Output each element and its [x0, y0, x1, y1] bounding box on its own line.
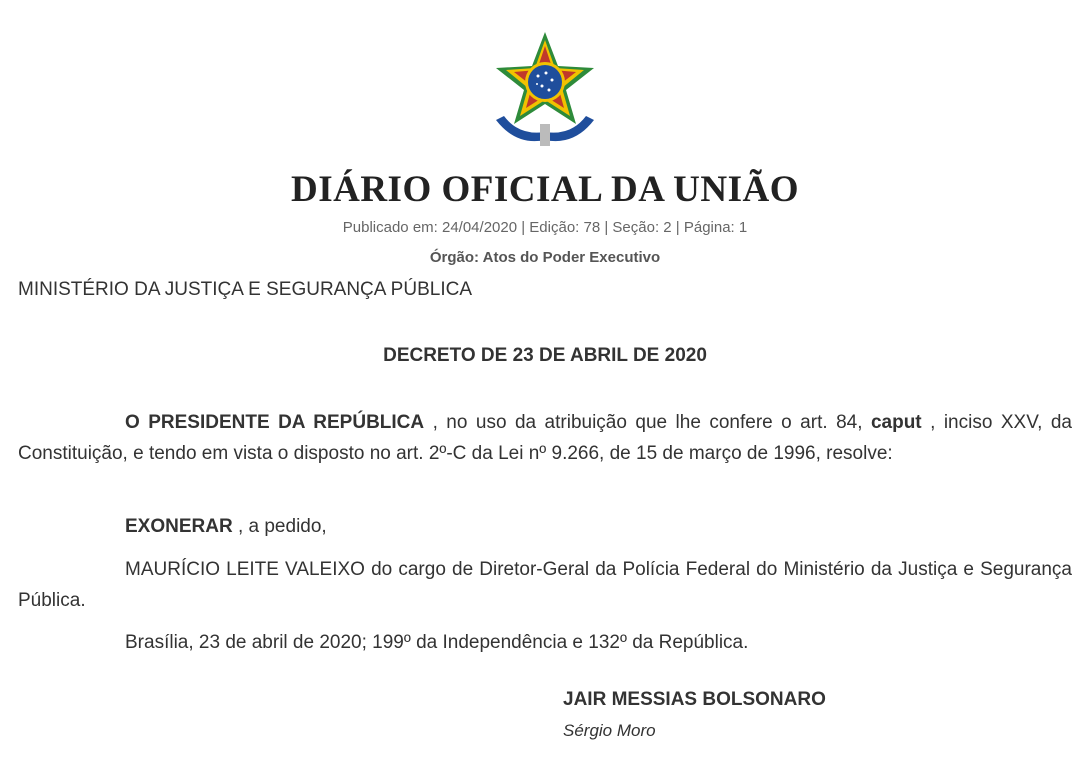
page-title: DIÁRIO OFICIAL DA UNIÃO: [291, 169, 799, 210]
caput-term: caput: [870, 412, 922, 433]
decree-title: DECRETO DE 23 DE ABRIL DE 2020: [383, 345, 707, 366]
paragraph-preamble: [18, 407, 1072, 469]
orgao-label: Órgão: Atos do Poder Executivo: [429, 249, 661, 266]
publication-meta: Publicado em: 24/04/2020 | Edição: 78 | Seção: 2 | Página: 1: [342, 219, 748, 236]
paragraph-action: [18, 511, 1072, 542]
paragraph-place-date: Brasília, 23 de abril de 2020; 199º da Independência e 132º da República.: [125, 632, 749, 653]
paragraph-subject: MAURÍCIO LEITE VALEIXO do cargo de Diretor-Geral da Polícia Federal do Ministério da Justiça e Segurança Pública.: [18, 559, 1072, 611]
signature-minister: Sérgio Moro: [563, 721, 656, 740]
signature-president: JAIR MESSIAS BOLSONARO: [563, 689, 826, 710]
exonerar-label: EXONERAR: [125, 516, 233, 537]
action-text: , a pedido,: [232, 516, 327, 537]
brazil-coat-of-arms-icon: [486, 28, 604, 150]
preamble-text-cont: , inciso XXV, da Constituição, e tendo em vista o disposto no art. 2º-C da Lei nº 9.266, de 15 de março de 1996, resolve:: [18, 412, 1072, 464]
preamble-text: , no uso da atribuição que lhe confere o art. 84,: [424, 412, 871, 433]
ministry-name: MINISTÉRIO DA JUSTIÇA E SEGURANÇA PÚBLICA: [18, 279, 472, 300]
president-label: O PRESIDENTE DA REPÚBLICA: [125, 412, 425, 433]
